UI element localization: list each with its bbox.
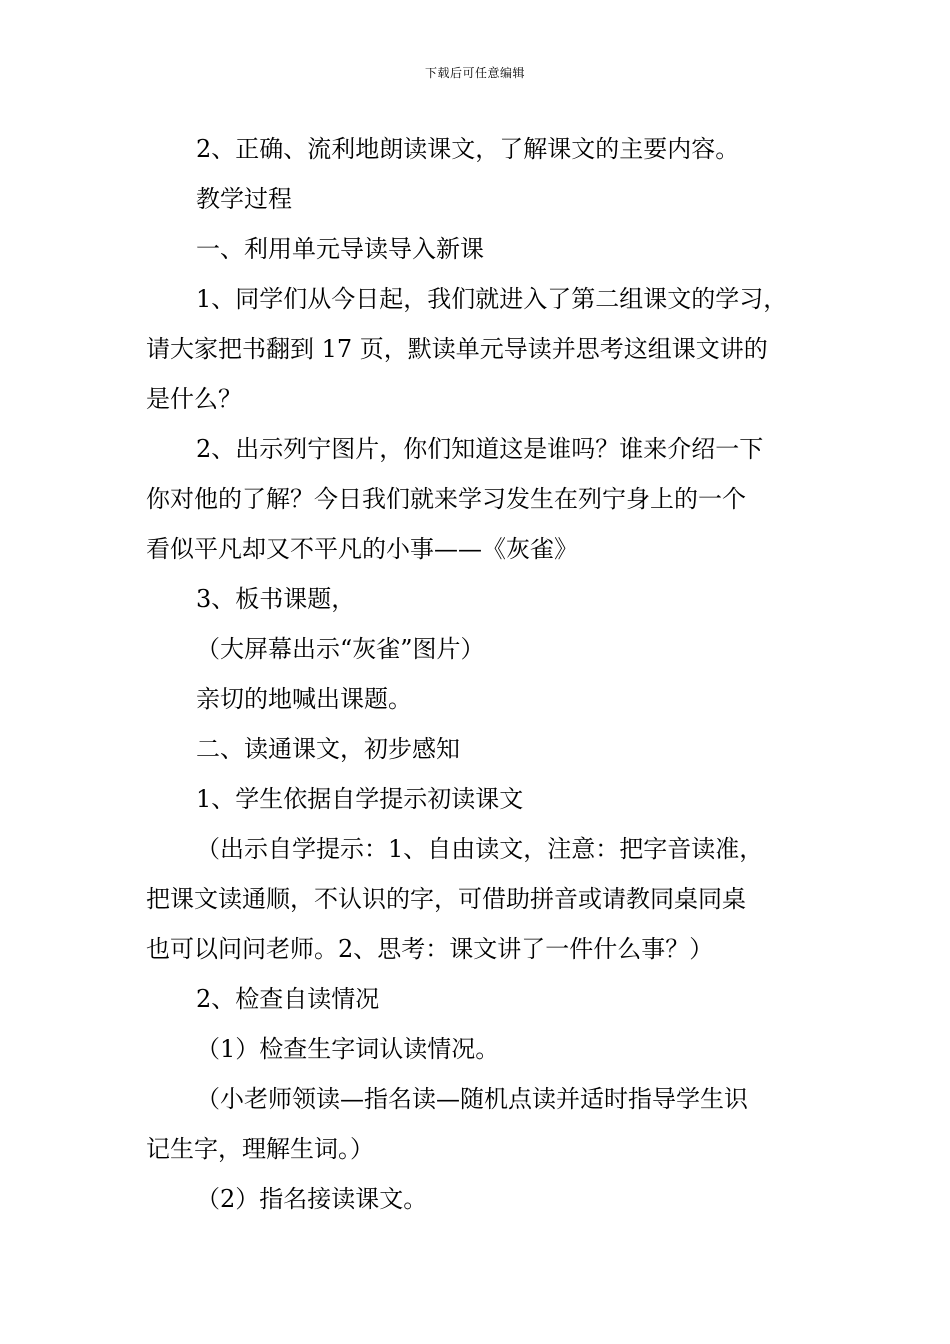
text-line: 请大家把书翻到 17 页，默读单元导读并思考这组课文讲的 [146,335,768,363]
text-line: 把课文读通顺，不认识的字，可借助拼音或请教同桌同桌 [146,885,746,913]
text-line: 2、正确、流利地朗读课文，了解课文的主要内容。 [196,135,740,163]
section-heading: 教学过程 [196,185,292,213]
text-line: （小老师领读—指名读—随机点读并适时指导学生识 [196,1085,748,1113]
text-line: （出示自学提示：1、自由读文，注意：把字音读准， [196,835,764,863]
text-line: 2、检查自读情况 [196,985,380,1013]
section-heading: 一、利用单元导读导入新课 [196,235,484,263]
text-line: 3、板书课题， [196,585,356,613]
text-line: 1、同学们从今日起，我们就进入了第二组课文的学习， [196,285,788,313]
text-line: 1、学生依据自学提示初读课文 [196,785,524,813]
text-line: 看似平凡却又不平凡的小事——《灰雀》 [146,535,578,563]
text-line: 你对他的了解？今日我们就来学习发生在列宁身上的一个 [146,485,746,513]
text-line: 是什么？ [146,385,242,413]
text-line: （大屏幕出示“灰雀”图片） [196,635,485,663]
text-line: （2）指名接读课文。 [196,1185,428,1213]
page-header: 下载后可任意编辑 [424,66,525,80]
text-line: （1）检查生字词认读情况。 [196,1035,500,1063]
text-line: 2、出示列宁图片，你们知道这是谁吗？谁来介绍一下 [196,435,764,463]
section-heading: 二、读通课文，初步感知 [196,735,460,763]
text-line: 记生字，理解生词。） [146,1135,374,1163]
text-line: 也可以问问老师。2、思考：课文讲了一件什么事？） [146,935,714,963]
text-line: 亲切的地喊出课题。 [196,685,412,713]
